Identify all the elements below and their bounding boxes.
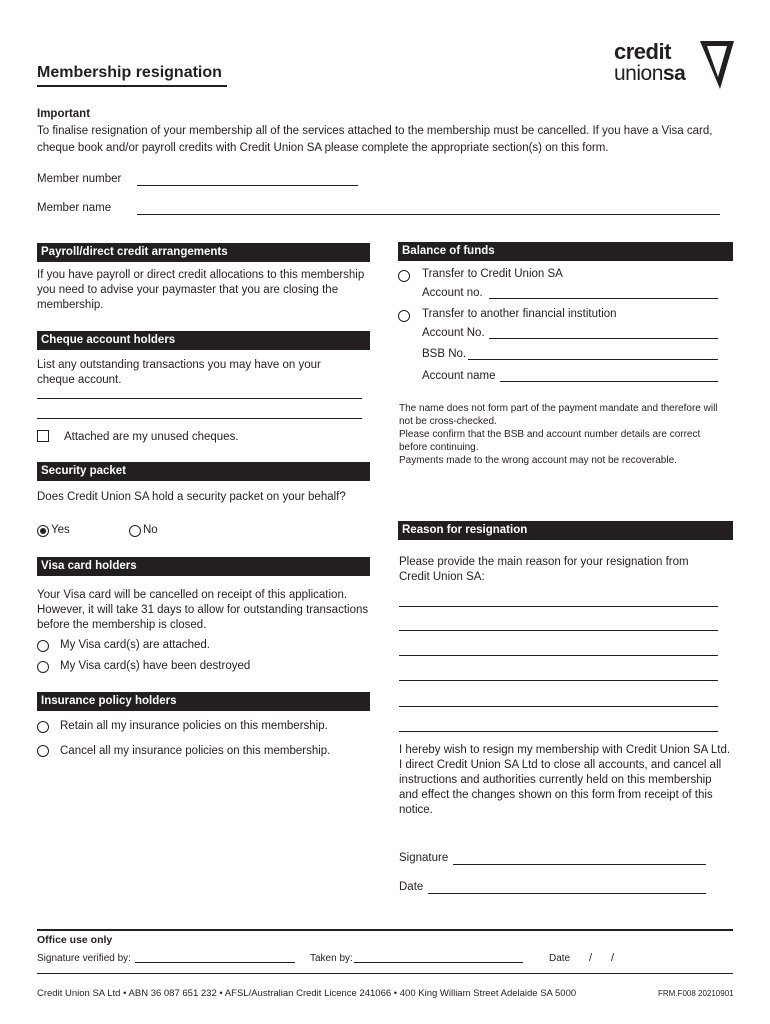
taken-by-field[interactable] xyxy=(354,962,523,963)
signature-verified-field[interactable] xyxy=(135,962,295,963)
cheque-transactions-line-2[interactable] xyxy=(37,418,362,419)
insurance-retain-label: Retain all my insurance policies on this membership. xyxy=(60,720,328,732)
visa-attached-radio[interactable] xyxy=(37,640,49,652)
balance-note-2: Please confirm that the BSB and account number details are correct before continuing. xyxy=(399,429,701,453)
reason-line-6[interactable] xyxy=(399,731,718,732)
bsb-field[interactable] xyxy=(468,359,718,360)
other-account-no-field[interactable] xyxy=(489,338,718,339)
cusa-account-no-field[interactable] xyxy=(489,298,718,299)
date-field[interactable] xyxy=(428,893,706,894)
logo-text-line2: unionsa xyxy=(614,62,686,85)
insurance-cancel-label: Cancel all my insurance policies on this membership. xyxy=(60,745,331,757)
signature-verified-label: Signature verified by: xyxy=(37,953,131,964)
intro-text: To finalise resignation of your membership all of the services attached to the membership must be cancelled. If you have a Visa card, cheque book and/or payroll credits with Credit Union SA please complete the appropriate section(s) on this form. xyxy=(37,125,713,154)
reason-line-5[interactable] xyxy=(399,706,718,707)
cheque-transactions-line-1[interactable] xyxy=(37,398,362,399)
visa-destroyed-radio[interactable] xyxy=(37,661,49,673)
transfer-other-label: Transfer to another financial institution xyxy=(422,308,617,320)
taken-by-label: Taken by: xyxy=(310,953,353,964)
transfer-cusa-radio[interactable] xyxy=(398,270,410,282)
reason-prompt: Please provide the main reason for your resignation from Credit Union SA: xyxy=(399,556,689,583)
insurance-cancel-radio[interactable] xyxy=(37,745,49,757)
visa-attached-label: My Visa card(s) are attached. xyxy=(60,639,210,651)
signature-label: Signature xyxy=(399,852,449,864)
balance-note-3: Payments made to the wrong account may not be recoverable. xyxy=(399,455,677,466)
signature-field[interactable] xyxy=(453,864,706,865)
payroll-section-heading: Payroll/direct credit arrangements xyxy=(37,243,370,262)
logo-triangle-icon xyxy=(700,41,734,89)
cusa-account-no-label: Account no. xyxy=(422,287,483,299)
balance-note-1: The name does not form part of the payment mandate and therefore will not be cross-checked. xyxy=(399,403,718,427)
transfer-cusa-label: Transfer to Credit Union SA xyxy=(422,268,563,280)
logo-text-line1: credit xyxy=(614,39,671,64)
reason-line-4[interactable] xyxy=(399,680,718,681)
office-use-heading: Office use only xyxy=(37,934,113,946)
other-account-no-label: Account No. xyxy=(422,327,485,339)
security-no-radio[interactable] xyxy=(129,525,141,537)
security-yes-label: Yes xyxy=(51,524,70,536)
footer-divider xyxy=(37,973,733,974)
footer-legal: Credit Union SA Ltd • ABN 36 087 651 232 • AFSL/Australian Credit Licence 241066 • 400 King William Street Adelaide SA 5000 xyxy=(37,988,577,999)
member-name-field[interactable] xyxy=(137,214,720,215)
security-no-label: No xyxy=(143,524,158,536)
office-date-label: Date xyxy=(549,953,571,964)
security-question: Does Credit Union SA hold a security packet on your behalf? xyxy=(37,491,346,503)
balance-section-heading: Balance of funds xyxy=(398,242,733,261)
insurance-section-heading: Insurance policy holders xyxy=(37,692,370,711)
transfer-other-radio[interactable] xyxy=(398,310,410,322)
reason-line-3[interactable] xyxy=(399,655,718,656)
date-label: Date xyxy=(399,881,424,893)
reason-section-heading: Reason for resignation xyxy=(398,521,733,540)
visa-text: Your Visa card will be cancelled on receipt of this application. However, it will take 31 days to allow for outstanding transactions before the membership is closed. xyxy=(37,589,369,631)
cheque-section-heading: Cheque account holders xyxy=(37,331,370,350)
important-heading: Important xyxy=(37,108,91,120)
member-number-label: Member number xyxy=(37,173,122,185)
visa-section-heading: Visa card holders xyxy=(37,557,370,576)
bsb-label: BSB No. xyxy=(422,348,467,360)
account-name-field[interactable] xyxy=(500,381,718,382)
office-date-separator-1: / xyxy=(589,952,593,964)
member-number-field[interactable] xyxy=(137,185,358,186)
account-name-label: Account name xyxy=(422,370,496,382)
security-section-heading: Security packet xyxy=(37,462,370,481)
reason-line-2[interactable] xyxy=(399,630,718,631)
unused-cheques-label: Attached are my unused cheques. xyxy=(64,431,239,443)
credit-union-sa-logo xyxy=(614,41,734,91)
visa-destroyed-label: My Visa card(s) have been destroyed xyxy=(60,660,251,672)
security-yes-radio[interactable] xyxy=(37,525,49,537)
cheque-text: List any outstanding transactions you may have on your cheque account. xyxy=(37,359,321,386)
page-title: Membership resignation xyxy=(37,64,227,87)
unused-cheques-checkbox[interactable] xyxy=(37,430,49,442)
member-name-label: Member name xyxy=(37,202,112,214)
payroll-text: If you have payroll or direct credit allocations to this membership you need to advise your paymaster that you are closing the membership. xyxy=(37,269,365,311)
resignation-declaration: I hereby wish to resign my membership with Credit Union SA Ltd. I direct Credit Union SA Ltd to close all accounts, and cancel all instructions and authorities currently held on this membership and effect the changes shown on this form from receipt of this notice. xyxy=(399,744,731,816)
office-divider xyxy=(37,929,733,931)
insurance-retain-radio[interactable] xyxy=(37,721,49,733)
form-code: FRM.F008 20210901 xyxy=(658,989,734,998)
reason-line-1[interactable] xyxy=(399,606,718,607)
office-date-separator-2: / xyxy=(611,952,615,964)
